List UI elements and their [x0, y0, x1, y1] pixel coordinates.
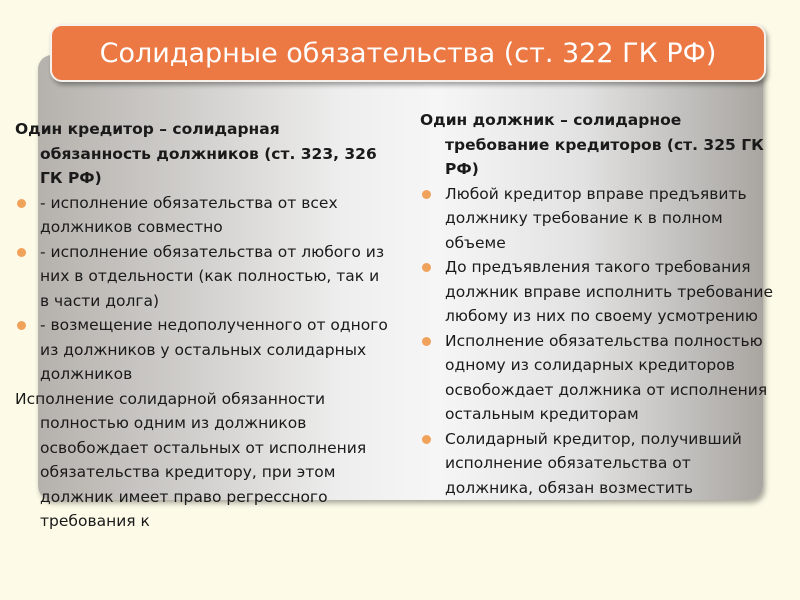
left-bullet-text: - исполнение обязательства от всех должников совместно [40, 193, 338, 236]
right-bullet-item [420, 329, 780, 427]
bullet-dot-icon [17, 248, 26, 257]
left-heading: Один кредитор – солидарная обязанность должников (ст. 323, 326 ГК РФ) [15, 120, 377, 187]
bullet-dot-icon [17, 321, 26, 330]
right-bullet-item [420, 182, 780, 256]
left-paragraph: Исполнение солидарной обязанности полностью одним из должников освобождает остальных от исполнения обязательства кредитору, при этом должник имеет право регрессного требования к [15, 389, 367, 530]
right-column [420, 108, 780, 500]
bullet-dot-icon [422, 337, 431, 346]
right-bullet-item [420, 255, 780, 329]
bullet-dot-icon [422, 435, 431, 444]
left-bullet-item [15, 240, 390, 314]
bullet-dot-icon [17, 199, 26, 208]
right-bullet-text: До предъявления такого требования должник вправе исполнить требование любому из них по своему усмотрению [445, 258, 774, 325]
left-bullet-text: - возмещение недополученного от одного из должников у остальных солидарных должников [40, 316, 388, 383]
right-bullet-text: Исполнение обязательства полностью одному из солидарных кредиторов освобождает должника от исполнения остальным кредиторам [445, 331, 768, 423]
right-bullet-text: Любой кредитор вправе предъявить должнику требование к в полном объеме [445, 184, 747, 252]
title-banner [50, 24, 766, 82]
bullet-dot-icon [422, 263, 431, 272]
slide-title: Солидарные обязательства (ст. 322 ГК РФ) [99, 37, 717, 69]
right-heading: Один должник – солидарное требование кредиторов (ст. 325 ГК РФ) [420, 111, 764, 178]
left-bullet-item [15, 191, 390, 240]
left-bullet-item [15, 313, 390, 387]
bullet-dot-icon [422, 190, 431, 199]
left-bullet-text: - исполнение обязательства от любого из них в отдельности (как полностью, так и в части долга) [40, 242, 385, 310]
left-column [15, 117, 390, 534]
right-bullet-item [420, 427, 780, 501]
right-bullet-text: Солидарный кредитор, получивший исполнение обязательства от должника, обязан возместить [445, 429, 742, 497]
